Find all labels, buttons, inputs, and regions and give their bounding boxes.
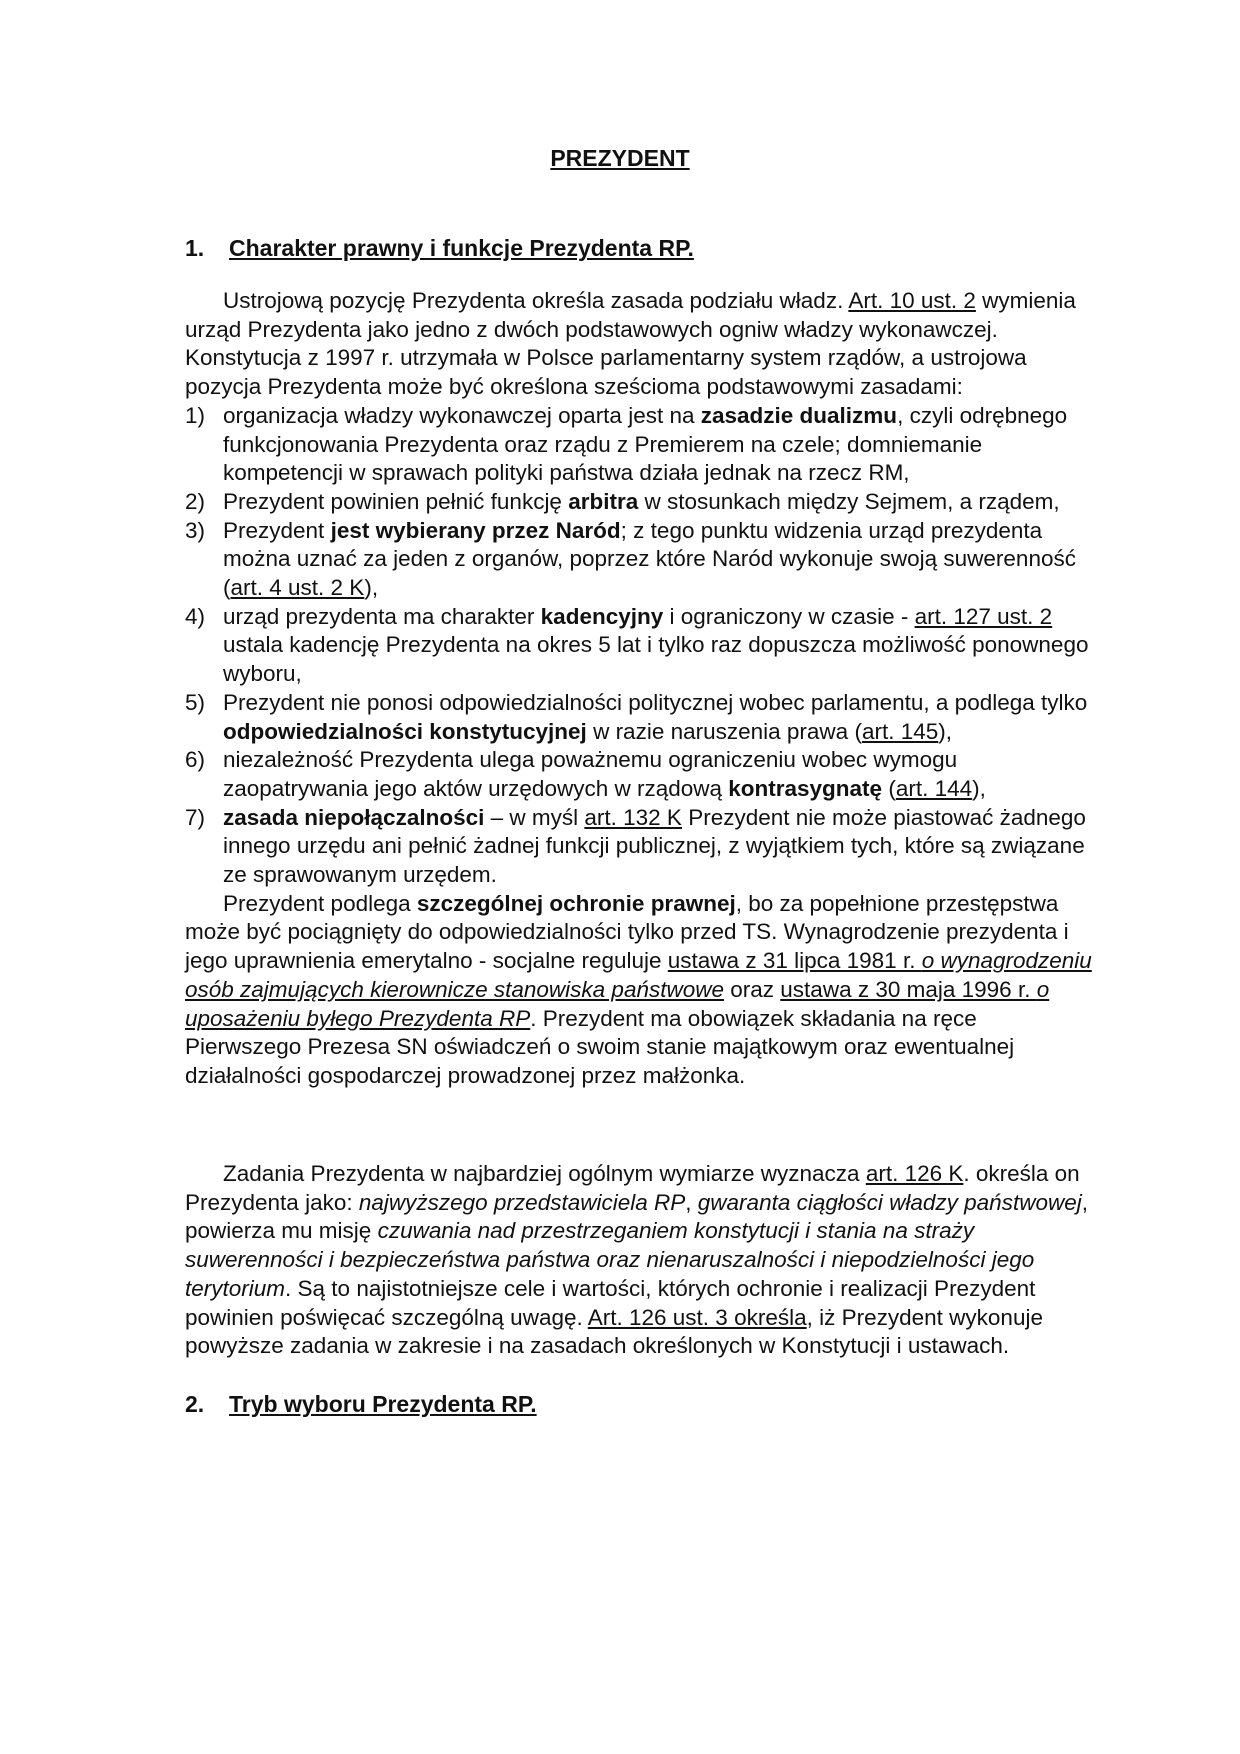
section-label: Tryb wyboru Prezydenta RP. (229, 1391, 537, 1417)
list-item: 3) Prezydent jest wybierany przez Naród; z tego punktu widzenia urząd prezydenta można uznać za jeden z organów, poprzez które Naród wykonuje swoją suwerenność (art. 4 ust. 2 K), (185, 517, 1076, 601)
list-item: 5) Prezydent nie ponosi odpowiedzialności politycznej wobec parlamentu, a podlega tylko odpowiedzialności konstytucyjnej w razie naruszenia prawa (art. 145), (185, 689, 1088, 744)
list-item: 1) organizacja władzy wykonawczej oparta jest na zasadzie dualizmu, czyli odrębnego funkcjonowania Prezydenta oraz rządu z Premierem na czele; domniemanie kompetencji w sprawach polityki państwa działa jednak na rzecz RM, (185, 402, 1068, 486)
principles-list (185, 402, 1095, 890)
list-item: 7) zasada niepołączalności – w myśl art. 132 K Prezydent nie może piastować żadnego innego urzędu ani pełnić żadnej funkcji publicznej, z wyjątkiem tych, które są związane ze sprawowanym urzędem. (185, 804, 1086, 888)
protection-paragraph: Prezydent podlega szczególnej ochronie prawnej, bo za popełnione przestępstwa może być pociągnięty do odpowiedzialności tylko przed TS. Wynagrodzenie prezydenta i jego uprawnienia emerytalno - socjalne reguluje ustawa z 31 lipca 1981 r. o wynagrodzeniu osób zajmujących kierownicze stanowiska państwowe oraz ustawa z 30 maja 1996 r. o uposażeniu byłego Prezydenta RP. Prezydent ma obowiązek składania na ręce Pierwszego Prezesa SN oświadczeń o swoim stanie majątkowym oraz ewentualnej działalności gospodarczej prowadzonej przez małżonka. (185, 890, 1092, 1088)
section-heading-2 (185, 1391, 537, 1418)
intro-paragraph: Ustrojową pozycję Prezydenta określa zasada podziału władz. Art. 10 ust. 2 wymienia urząd Prezydenta jako jedno z dwóch podstawowych ogniw władzy wykonawczej. Konstytucja z 1997 r. utrzymała w Polsce parlamentarny system rządów, a ustrojowa pozycja Prezydenta może być określona sześcioma podstawowymi zasadami: (185, 288, 1076, 400)
list-item: 4) urząd prezydenta ma charakter kadencyjny i ograniczony w czasie - art. 127 ust. 2 ustala kadencję Prezydenta na okres 5 lat i tylko raz dopuszcza możliwość ponownego wyboru, (185, 603, 1089, 687)
tasks-paragraph: Zadania Prezydenta w najbardziej ogólnym wymiarze wyznacza art. 126 K. określa on Prezydenta jako: najwyższego przedstawiciela RP, gwaranta ciągłości władzy państwowej, powierza mu misję czuwania nad przestrzeganiem konstytucji i stania na straży suwerenności i bezpieczeństwa państwa oraz nienaruszalności i niepodzielności jego terytorium. Są to najistotniejsze cele i wartości, których ochronie i realizacji Prezydent powinien poświęcać szczególną uwagę. Art. 126 ust. 3 określa, iż Prezydent wykonuje powyższe zadania w zakresie i na zasadach określonych w Konstytucji i ustawach. (185, 1161, 1088, 1359)
section-number: 2. (185, 1391, 205, 1417)
body-text-block (185, 287, 1095, 1091)
section-label: Charakter prawny i funkcje Prezydenta RP. (229, 235, 694, 261)
article-reference: Art. 10 ust. 2 (848, 288, 976, 313)
section-number: 1. (185, 235, 205, 261)
section-heading-1 (185, 235, 694, 262)
list-item: 6) niezależność Prezydenta ulega poważnemu ograniczeniu wobec wymogu zaopatrywania jego aktów urzędowych w rządową kontrasygnatę (art. 144), (185, 747, 986, 801)
page-title: PREZYDENT (550, 145, 690, 171)
list-item: 2) Prezydent powinien pełnić funkcję arbitra w stosunkach między Sejmem, a rządem, (185, 488, 1060, 514)
